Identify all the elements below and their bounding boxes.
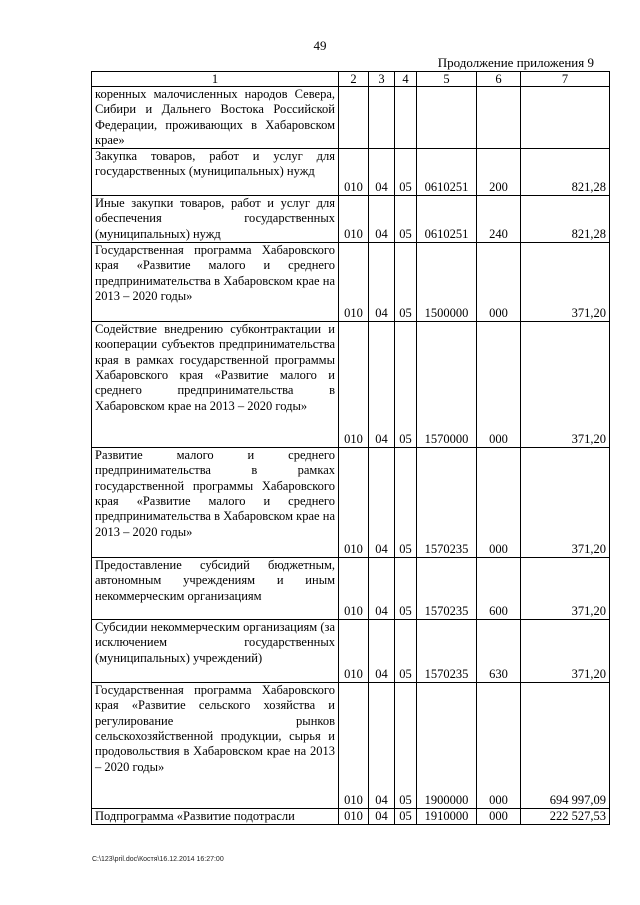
amount-cell [521,87,610,149]
table-row [92,243,610,322]
row-description: Предоставление субсидий бюджетным, автономным учреждениям и иным некоммерческим организациям [92,558,339,620]
amount-cell: 371,20 [521,322,610,448]
code-target: 1500000 [417,243,477,322]
code-subsection: 05 [395,558,417,620]
code-section: 04 [369,243,395,322]
code-expense-type: 000 [477,322,521,448]
code-target: 1570235 [417,620,477,683]
code-expense-type: 000 [477,243,521,322]
header-cell: 4 [395,72,417,87]
page-number: 49 [313,38,327,53]
code-subsection: 05 [395,448,417,558]
code-expense-type: 000 [477,809,521,825]
amount-cell: 694 997,09 [521,683,610,809]
amount-cell: 821,28 [521,196,610,243]
header-cell: 5 [417,72,477,87]
amount-cell: 371,20 [521,243,610,322]
header-row [92,72,610,87]
code-expense-type: 200 [477,149,521,196]
table-row [92,149,610,196]
file-path-footer: C:\123\pril.doc\Костя\16.12.2014 16:27:00 [92,856,224,863]
code-ministry: 010 [339,196,369,243]
code-subsection: 05 [395,243,417,322]
budget-table [91,71,610,825]
row-description: Иные закупки товаров, работ и услуг для обеспечения государственных (муниципальных) нужд [92,196,339,243]
table-row [92,87,610,149]
table-row [92,683,610,809]
table-row [92,809,610,825]
continuation-label: Продолжение приложения 9 [437,55,594,70]
row-description: Государственная программа Хабаровского края «Развитие малого и среднего предпринимательства в Хабаровском крае на 2013 – 2020 годы» [92,243,339,322]
code-expense-type: 600 [477,558,521,620]
code-subsection: 05 [395,809,417,825]
code-ministry: 010 [339,243,369,322]
code-subsection: 05 [395,322,417,448]
code-section: 04 [369,558,395,620]
code-ministry: 010 [339,149,369,196]
code-ministry [339,87,369,149]
code-expense-type: 240 [477,196,521,243]
table-row [92,620,610,683]
amount-cell: 371,20 [521,558,610,620]
row-description: Содействие внедрению субконтрактации и кооперации субъектов предпринимательства края в рамках государственной программы Хабаровского края «Развитие малого и среднего предпринимательства в Хабаровском крае на 2013 – 2020 годы» [92,322,339,448]
table-row [92,558,610,620]
code-section: 04 [369,809,395,825]
header-cell: 2 [339,72,369,87]
code-ministry: 010 [339,620,369,683]
code-section: 04 [369,620,395,683]
code-target: 0610251 [417,196,477,243]
code-target: 1910000 [417,809,477,825]
code-section: 04 [369,683,395,809]
table-row [92,196,610,243]
row-description: Подпрограмма «Развитие подотрасли [92,809,339,825]
table-row [92,322,610,448]
code-target: 1570000 [417,322,477,448]
code-expense-type: 000 [477,683,521,809]
code-target [417,87,477,149]
code-subsection: 05 [395,149,417,196]
code-ministry: 010 [339,558,369,620]
code-target: 0610251 [417,149,477,196]
code-section: 04 [369,149,395,196]
row-description: Государственная программа Хабаровского края «Развитие сельского хозяйства и регулирование рынков сельскохозяйственной продукции, сырья и продовольствия в Хабаровском крае на 2013 – 2020 годы» [92,683,339,809]
code-section [369,87,395,149]
amount-cell: 371,20 [521,448,610,558]
code-ministry: 010 [339,448,369,558]
amount-cell: 821,28 [521,149,610,196]
row-description: Закупка товаров, работ и услуг для государственных (муниципальных) нужд [92,149,339,196]
code-section: 04 [369,448,395,558]
code-subsection [395,87,417,149]
code-expense-type [477,87,521,149]
row-description: Субсидии некоммерческим организациям (за исключением государственных (муниципальных) учреждений) [92,620,339,683]
code-ministry: 010 [339,683,369,809]
code-expense-type: 630 [477,620,521,683]
header-cell: 7 [521,72,610,87]
code-subsection: 05 [395,683,417,809]
row-description: коренных малочисленных народов Севера, Сибири и Дальнего Востока Российской Федерации, проживающих в Хабаровском крае» [92,87,339,149]
code-section: 04 [369,196,395,243]
code-subsection: 05 [395,620,417,683]
row-description: Развитие малого и среднего предпринимательства в рамках государственной программы Хабаровского края «Развитие малого и среднего предпринимательства в Хабаровском крае на 2013 – 2020 годы» [92,448,339,558]
header-cell: 6 [477,72,521,87]
header-cell: 1 [92,72,339,87]
code-target: 1570235 [417,558,477,620]
amount-cell: 222 527,53 [521,809,610,825]
code-ministry: 010 [339,322,369,448]
code-target: 1570235 [417,448,477,558]
amount-cell: 371,20 [521,620,610,683]
code-subsection: 05 [395,196,417,243]
table-row [92,448,610,558]
header-cell: 3 [369,72,395,87]
code-target: 1900000 [417,683,477,809]
code-section: 04 [369,322,395,448]
code-ministry: 010 [339,809,369,825]
code-expense-type: 000 [477,448,521,558]
